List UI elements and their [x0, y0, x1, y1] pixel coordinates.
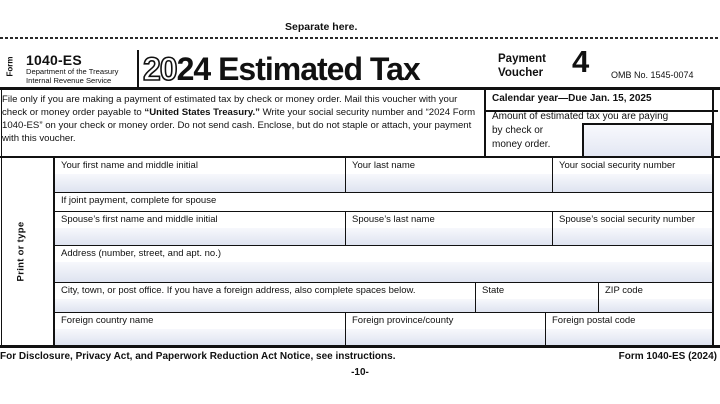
form-title-text: Estimated Tax — [210, 51, 420, 87]
your-first-name-input-area[interactable] — [55, 174, 345, 193]
tax-year-outline-digits: 20 — [143, 51, 177, 87]
address-input-area[interactable] — [55, 262, 712, 283]
joint-payment-note-cell — [55, 193, 712, 211]
spouse-ssn-label: Spouse’s social security number — [559, 214, 696, 225]
calendar-year-due-date: Calendar year—Due Jan. 15, 2025 — [486, 90, 718, 112]
address-cell — [55, 246, 712, 282]
your-first-name-cell — [55, 158, 346, 192]
spouse-last-name-cell — [346, 212, 553, 245]
filing-instructions: File only if you are making a payment of estimated tax by check or money order. Mail this voucher with your check or money order payable to “United States Treasury.” Write your social security number and “2024 Form 1040-ES” on your check or money order. Do not send cash. Enclose, but do not staple or attach, your payment with this voucher. — [2, 94, 476, 145]
zip-cell — [599, 283, 712, 312]
address-label: Address (number, street, and apt. no.) — [61, 248, 222, 259]
table-bottom-rule — [0, 345, 720, 348]
united-states-treasury-bold: “United States Treasury.” — [144, 107, 260, 119]
zip-input-area[interactable] — [599, 299, 712, 313]
foreign-province-input-area[interactable] — [346, 329, 545, 346]
tax-year-bold-digits: 24 — [176, 51, 211, 87]
spouse-ssn-cell — [553, 212, 712, 245]
joint-payment-note: If joint payment, complete for spouse — [61, 195, 217, 206]
table-row — [55, 246, 712, 283]
disclosure-notice: For Disclosure, Privacy Act, and Paperwork Reduction Act Notice, see instructions. — [0, 351, 396, 362]
left-border — [1, 90, 2, 158]
taxpayer-info-table — [1, 158, 714, 345]
your-last-name-cell — [346, 158, 553, 192]
table-row — [55, 193, 712, 212]
amount-label-line1: Amount of estimated tax you are paying — [492, 111, 669, 122]
foreign-country-label: Foreign country name — [61, 315, 154, 326]
your-last-name-input-area[interactable] — [346, 174, 552, 193]
spouse-first-name-cell — [55, 212, 346, 245]
form-id-footer: Form 1040-ES (2024) — [618, 351, 717, 362]
state-label: State — [482, 285, 505, 296]
your-ssn-label: Your social security number — [559, 160, 676, 171]
amount-label-line3: money order. — [492, 139, 551, 150]
payment-voucher-label: Payment Voucher — [498, 53, 546, 79]
irs-line: Internal Revenue Service — [26, 76, 112, 85]
foreign-country-cell — [55, 313, 346, 345]
spouse-ssn-input-area[interactable] — [553, 228, 712, 246]
state-input-area[interactable] — [476, 299, 598, 313]
your-first-name-label: Your first name and middle initial — [61, 160, 198, 171]
city-cell — [55, 283, 476, 312]
state-cell — [476, 283, 599, 312]
zip-label: ZIP code — [605, 285, 643, 296]
foreign-province-label: Foreign province/county — [352, 315, 454, 326]
city-label: City, town, or post office. If you have a foreign address, also complete spaces below. — [61, 285, 416, 296]
amount-label-line2: by check or — [492, 125, 544, 136]
form-number: 1040-ES — [26, 52, 82, 68]
spouse-last-name-input-area[interactable] — [346, 228, 552, 246]
page-number: -10- — [351, 367, 369, 378]
print-or-type-column — [2, 158, 55, 345]
separation-dashed-line — [0, 37, 720, 39]
spouse-last-name-label: Spouse’s last name — [352, 214, 435, 225]
table-row — [55, 158, 712, 193]
table-row — [55, 283, 712, 313]
table-row — [55, 313, 712, 345]
table-row — [55, 212, 712, 246]
foreign-country-input-area[interactable] — [55, 329, 345, 346]
header-divider — [137, 50, 139, 87]
foreign-postal-label: Foreign postal code — [552, 315, 636, 326]
omb-number: OMB No. 1545-0074 — [611, 70, 694, 80]
print-or-type-label: Print or type — [15, 221, 27, 282]
spouse-first-name-label: Spouse’s first name and middle initial — [61, 214, 218, 225]
amount-input-box[interactable] — [582, 123, 713, 158]
your-ssn-input-area[interactable] — [553, 174, 712, 193]
spouse-first-name-input-area[interactable] — [55, 228, 345, 246]
foreign-postal-input-area[interactable] — [546, 329, 712, 346]
treasury-department-line: Department of the Treasury — [26, 67, 119, 76]
form-side-word: Form — [5, 56, 15, 77]
your-ssn-cell — [553, 158, 712, 192]
form-title — [143, 51, 420, 87]
city-input-area[interactable] — [55, 299, 475, 313]
separate-here-label: Separate here. — [285, 21, 358, 33]
foreign-postal-cell — [546, 313, 712, 345]
your-last-name-label: Your last name — [352, 160, 416, 171]
voucher-number: 4 — [572, 44, 590, 79]
foreign-province-cell — [346, 313, 546, 345]
